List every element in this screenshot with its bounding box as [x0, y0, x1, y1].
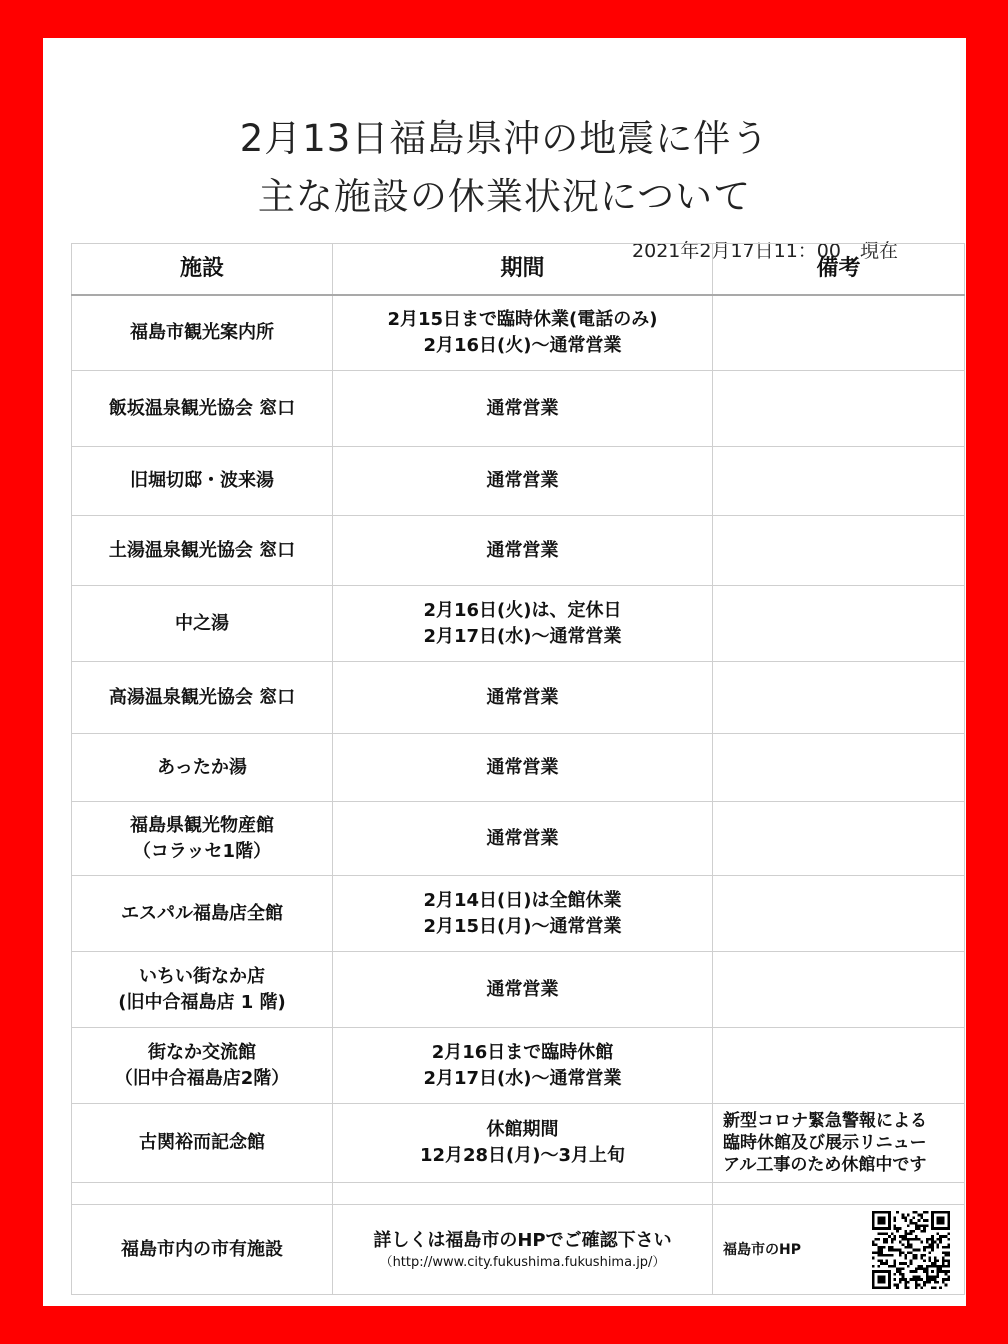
facility-cell	[72, 295, 333, 371]
facility-cell-line: 高湯温泉観光協会 窓口	[108, 686, 296, 708]
facility-cell-line: （旧中合福島店2階）	[114, 1067, 290, 1089]
facility-cell-line: 飯坂温泉観光協会 窓口	[108, 397, 296, 419]
facility-cell	[72, 662, 333, 734]
note-cell	[713, 1205, 965, 1295]
facility-cell-line: 福島県観光物産館	[130, 814, 274, 836]
facility-cell-line: 古関裕而記念館	[139, 1132, 265, 1153]
period-cell	[333, 516, 713, 586]
period-cell-line: 12月28日(月)～3月上旬	[419, 1145, 626, 1166]
qr-code-icon[interactable]	[872, 1211, 950, 1289]
note-cell	[713, 1104, 965, 1183]
period-cell-line: 通常営業	[486, 756, 559, 778]
note-cell	[713, 1028, 965, 1104]
period-cell-line: 2月15日(月)～通常営業	[423, 915, 622, 937]
period-cell-line: 2月16日(火)は、定休日	[423, 599, 622, 621]
table-row	[72, 516, 965, 586]
table-row	[72, 734, 965, 802]
note-cell-line: 新型コロナ緊急警報による	[723, 1111, 927, 1131]
title-line-1: 2月13日福島県沖の地震に伴う	[239, 117, 770, 160]
period-cell-line: 2月17日(水)～通常営業	[423, 625, 622, 647]
city-url-link[interactable]: （http://www.city.fukushima.fukushima.jp/）	[379, 1254, 666, 1270]
period-cell	[333, 734, 713, 802]
spacer-cell	[72, 1183, 333, 1205]
spacer-cell	[333, 1183, 713, 1205]
hp-instruction: 詳しくは福島市のHPでご確認下さい	[373, 1229, 672, 1251]
facility-label: 福島市内の市有施設	[121, 1238, 283, 1260]
facility-cell	[72, 371, 333, 447]
header-period: 期間	[333, 244, 713, 295]
note-cell	[713, 662, 965, 734]
table-row-city-facilities	[72, 1205, 965, 1295]
period-cell	[333, 876, 713, 952]
period-cell-line: 2月14日(日)は全館休業	[423, 889, 622, 911]
facility-cell	[72, 447, 333, 516]
facility-status-table	[71, 243, 965, 1295]
period-cell	[333, 371, 713, 447]
table-header-row	[72, 244, 965, 295]
title-line-2: 主な施設の休業状況について	[257, 175, 752, 218]
header-facility: 施設	[72, 244, 333, 295]
table-row	[72, 662, 965, 734]
facility-cell	[72, 516, 333, 586]
facility-cell	[72, 952, 333, 1028]
facility-cell	[72, 586, 333, 662]
period-cell	[333, 447, 713, 516]
facility-cell-line: (旧中合福島店 1 階)	[118, 991, 286, 1013]
period-cell-line: 通常営業	[486, 978, 559, 1000]
period-cell-line: 通常営業	[486, 686, 559, 708]
table-row	[72, 371, 965, 447]
facility-cell	[72, 1028, 333, 1104]
table-row	[72, 1028, 965, 1104]
period-cell-line: 休館期間	[486, 1119, 559, 1140]
period-cell	[333, 1028, 713, 1104]
period-cell	[333, 586, 713, 662]
note-cell	[713, 802, 965, 876]
period-cell-line: 通常営業	[486, 470, 559, 491]
period-cell-line: 通常営業	[486, 397, 559, 419]
facility-cell-line: エスパル福島店全館	[121, 902, 283, 924]
note-cell-line: 臨時休館及び展示リニュー	[723, 1133, 927, 1153]
note-cell	[713, 295, 965, 371]
facility-cell-line: いちい街なか店	[139, 965, 265, 987]
facility-cell-line: 福島市観光案内所	[130, 321, 274, 343]
table-row	[72, 952, 965, 1028]
facility-cell	[72, 1205, 333, 1295]
period-cell-line: 通常営業	[486, 827, 559, 849]
note-cell	[713, 734, 965, 802]
spacer-row	[72, 1183, 965, 1205]
page-title	[43, 110, 966, 226]
note-cell	[713, 876, 965, 952]
header-note: 備考	[713, 244, 965, 295]
facility-cell-line: 土湯温泉観光協会 窓口	[108, 539, 296, 561]
note-cell	[713, 952, 965, 1028]
period-cell	[333, 1104, 713, 1183]
period-cell	[333, 802, 713, 876]
table-row	[72, 447, 965, 516]
table-row	[72, 586, 965, 662]
facility-cell	[72, 734, 333, 802]
facility-cell	[72, 802, 333, 876]
facility-cell-line: （コラッセ1階）	[132, 840, 272, 862]
note-cell-line: アル工事のため休館中です	[723, 1155, 927, 1175]
note-cell	[713, 516, 965, 586]
facility-cell-line: あったか湯	[157, 756, 247, 778]
period-cell-line: 2月15日まで臨時休業(電話のみ)	[387, 308, 658, 330]
facility-cell	[72, 876, 333, 952]
period-cell-line: 2月16日(火)～通常営業	[423, 334, 622, 356]
as-of-date: 2021年2月17日11：00 現在	[632, 240, 898, 262]
period-cell-line: 2月16日まで臨時休館	[431, 1041, 614, 1063]
period-cell	[333, 295, 713, 371]
period-cell	[333, 1205, 713, 1295]
note-cell	[713, 586, 965, 662]
table-row	[72, 1104, 965, 1183]
facility-cell-line: 街なか交流館	[148, 1041, 256, 1063]
period-cell	[333, 952, 713, 1028]
period-cell	[333, 662, 713, 734]
period-cell-line: 2月17日(水)～通常営業	[423, 1067, 622, 1089]
table-row	[72, 802, 965, 876]
facility-cell	[72, 1104, 333, 1183]
note-cell	[713, 447, 965, 516]
note-cell	[713, 371, 965, 447]
table-row	[72, 876, 965, 952]
facility-cell-line: 旧堀切邸・波来湯	[130, 470, 274, 491]
spacer-cell	[713, 1183, 965, 1205]
period-cell-line: 通常営業	[486, 539, 559, 561]
table-row	[72, 295, 965, 371]
city-hp-label: 福島市のHP	[723, 1241, 801, 1258]
facility-cell-line: 中之湯	[175, 612, 229, 634]
